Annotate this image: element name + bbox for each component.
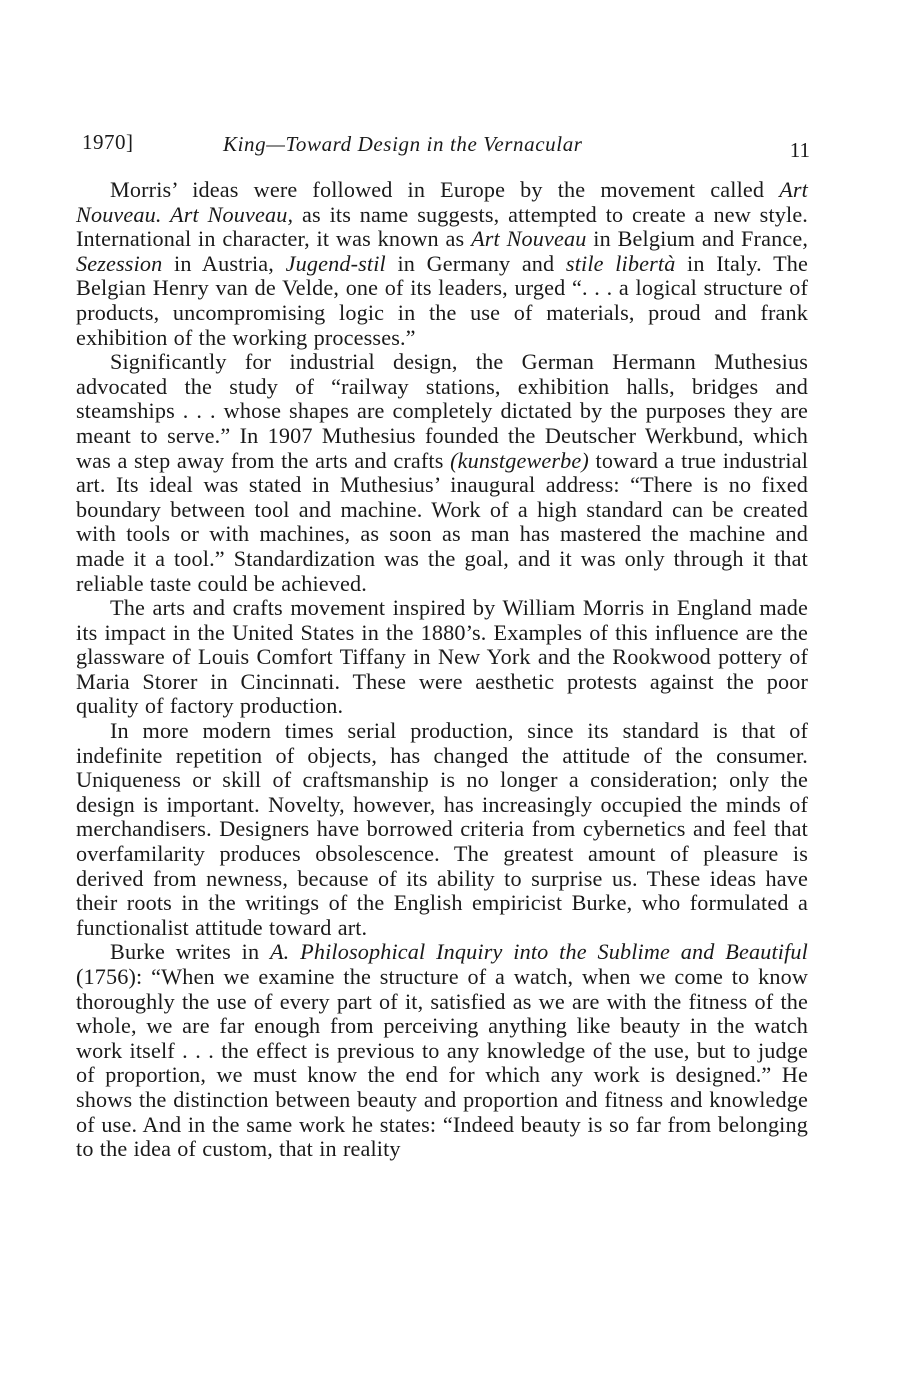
running-head	[76, 128, 808, 162]
text-segment: Burke writes in	[110, 939, 270, 965]
paragraph	[76, 719, 808, 940]
paragraph	[76, 940, 808, 1161]
page-number: 11	[789, 138, 810, 162]
italic-text: Jugend-stil	[285, 250, 386, 276]
page	[76, 128, 808, 1162]
text-segment: Significantly for industrial design, the German Hermann Muthesius advocated the study of “railway stations, exhibition halls, bridges and steamships . . . whose shapes are completely dictated by the purposes they are meant to serve.” In 1907 Muthesius founded the Deutscher Werkbund, which was a step away from the arts and crafts	[76, 349, 808, 473]
italic-text: A. Philosophical Inquiry into the Sublime and Beautiful	[269, 939, 808, 965]
body-text	[76, 178, 808, 1162]
text-segment: (1756): “When we examine the structure of a watch, when we come to know thoroughly the use of every part of it, satisfied as we are with the fitness of the whole, we are far enough from perceiving anything like beauty in the watch work itself . . . the effect is previous to any knowledge of the use, but to judge of proportion, we must know the end for which any work is designed.” He shows the distinction between beauty and proportion and fitness and knowledge of use. And in the same work he states: “Indeed beauty is so far from belonging to the idea of custom, that in reality	[76, 964, 808, 1162]
text-segment: as its name suggests, attempted to create a new style. International in character, it was known as	[76, 201, 809, 252]
running-title: King—Toward Design in the Vernacular	[223, 132, 583, 156]
italic-text: Art Nouveau	[471, 226, 587, 252]
text-segment: in Belgium and France,	[586, 226, 809, 252]
text-segment: in Germany and	[385, 250, 566, 276]
text-segment: In more modern times serial production, since its standard is that of indefinite repetition of objects, has changed the attitude of the consumer. Uniqueness or skill of craftsmanship is no longer a consideration; only the design is important. Novelty, however, has increasingly occupied the minds of merchandisers. Designers have borrowed criteria from cybernetics and feel that overfamilarity produces obsolescence. The greatest amount of pleasure is derived from newness, because of its ability to surprise us. These ideas have their roots in the writings of the English empiricist Burke, who formulated a functionalist attitude toward art.	[76, 718, 808, 940]
italic-text: Sezession	[76, 250, 163, 276]
italic-text: (kunstgewerbe)	[450, 447, 589, 473]
paragraph	[76, 596, 808, 719]
text-segment: in Italy. The Belgian Henry van de Velde, one of its leaders, urged “. . . a logical structure of products, uncompromising logic in the use of materials, proud and frank exhibition of the working processes.”	[76, 250, 809, 350]
journal-year: 1970]	[82, 130, 134, 154]
paragraph	[76, 350, 808, 596]
text-segment: toward a true industrial art. Its ideal was stated in Muthesius’ inaugural address: “There is no fixed boundary between tool and machine. Work of a high standard can be created with tools or with machines, as soon as man has mastered the machine and made it a tool.” Standardization was the goal, and it was only through it that reliable taste could be achieved.	[76, 447, 809, 596]
italic-text: Art Nouveau. Art Nouveau,	[76, 177, 808, 227]
text-segment: The arts and crafts movement inspired by William Morris in England made its impact in the United States in the 1880’s. Examples of this influence are the glassware of Louis Comfort Tiffany in New York and the Rookwood pottery of Maria Storer in Cincinnati. These were aesthetic protests against the poor quality of factory production.	[76, 595, 808, 719]
italic-text: stile libertà	[565, 250, 676, 276]
text-segment: Morris’ ideas were followed in Europe by the movement called	[110, 177, 780, 202]
text-segment: in Austria,	[162, 250, 286, 276]
paragraph	[76, 178, 808, 350]
